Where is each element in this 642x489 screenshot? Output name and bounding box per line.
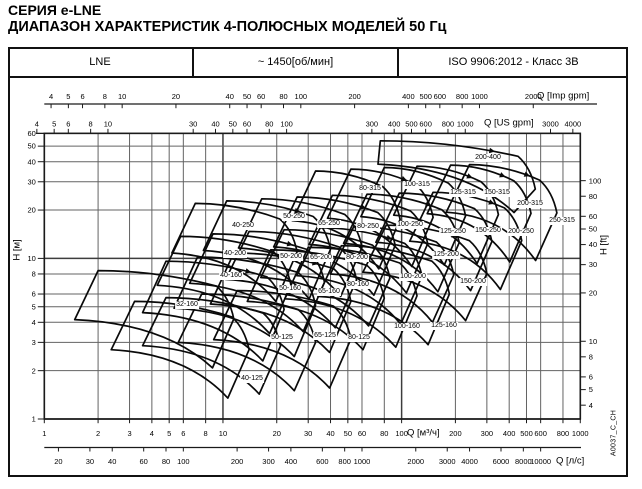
h-m-tick-label: 60 [27, 129, 36, 139]
pump-model-label-50-160: 50-160 [279, 285, 301, 292]
lps-tick-label: 1000 [353, 457, 371, 466]
m3h-tick-label: 10 [218, 429, 228, 438]
imp-gpm-tick-label: 100 [294, 92, 308, 101]
lps-tick-label: 8000 [514, 457, 532, 466]
m3h-tick-label: 5 [167, 429, 172, 438]
h-m-tick-label: 1 [31, 414, 36, 424]
pump-model-label-40-200: 40-200 [224, 250, 246, 257]
spec-cell-speed: ~ 1450[об/мин] [192, 47, 397, 76]
lps-tick-label: 200 [230, 457, 244, 466]
m3h-tick-label: 30 [304, 429, 313, 438]
h-ft-tick-label: 50 [588, 224, 598, 234]
h-ft-tick-label: 5 [588, 385, 593, 395]
drawing-code: A0037_C_CH [610, 409, 618, 457]
pump-model-label-80-200: 80-200 [346, 254, 368, 261]
imp-gpm-tick-label: 500 [419, 92, 432, 101]
h-ft-tick-label: 4 [588, 400, 593, 410]
m3h-tick-label: 1000 [571, 429, 589, 438]
imp-gpm-tick-label: 800 [455, 92, 469, 101]
imp-gpm-tick-label: 2000 [524, 92, 542, 101]
h-m-tick-label: 50 [27, 141, 36, 151]
us-gpm-tick-label: 60 [242, 119, 252, 129]
imp-gpm-tick-label: 8 [102, 92, 107, 101]
lps-tick-label: 2000 [407, 457, 425, 466]
imp-gpm-tick-label: 80 [279, 92, 288, 101]
m3h-tick-label: 2 [95, 429, 101, 438]
axis-unit-imp-gpm: Q [Imp gpm] [537, 90, 590, 102]
pump-model-label-100-315: 100-315 [404, 181, 430, 188]
us-gpm-tick-label: 800 [441, 119, 455, 129]
h-ft-tick-label: 8 [588, 352, 593, 362]
pump-model-label-100-250: 100-250 [397, 221, 423, 228]
axis-unit-h-ft: H [ft] [598, 234, 610, 256]
h-ft-tick-label: 100 [588, 176, 602, 186]
pump-model-label-125-160: 125-160 [431, 322, 457, 329]
axis-unit-lps: Q [л/с] [556, 455, 585, 467]
us-gpm-tick-label: 80 [265, 119, 274, 129]
us-gpm-tick-label: 50 [228, 119, 237, 129]
h-m-tick-label: 30 [27, 177, 36, 187]
pump-model-label-80-315: 80-315 [359, 185, 381, 192]
m3h-tick-label: 800 [556, 429, 570, 438]
m3h-tick-label: 4 [149, 429, 154, 438]
m3h-tick-label: 20 [272, 429, 281, 438]
pump-model-label-200-315: 200-315 [517, 200, 543, 207]
us-gpm-tick-label: 40 [211, 119, 220, 129]
axis-unit-h-m: H [м] [11, 239, 23, 261]
lps-tick-label: 6000 [492, 457, 510, 466]
pump-model-label-150-200: 150-200 [460, 278, 486, 285]
flow-direction-marker [499, 172, 506, 179]
h-m-tick-label: 2 [31, 366, 36, 376]
m3h-tick-label: 80 [380, 429, 389, 438]
m3h-tick-label: 40 [326, 429, 335, 438]
pump-envelope-65-200 [226, 232, 357, 328]
m3h-tick-label: 1 [42, 429, 47, 438]
h-m-tick-label: 40 [27, 157, 36, 167]
m3h-tick-label: 3 [127, 429, 132, 438]
us-gpm-tick-label: 400 [387, 119, 401, 129]
m3h-tick-label: 600 [534, 429, 547, 438]
imp-gpm-tick-label: 200 [348, 92, 361, 101]
us-gpm-tick-label: 100 [280, 119, 293, 129]
pump-model-label-250-315: 250-315 [549, 217, 575, 224]
page-title: СЕРИЯ e-LNE [8, 2, 102, 18]
lps-tick-label: 30 [85, 457, 95, 466]
pump-model-label-50-125: 50-125 [271, 334, 293, 341]
pump-model-label-50-250: 50-250 [283, 213, 305, 220]
imp-gpm-tick-label: 5 [66, 92, 71, 101]
h-m-tick-label: 8 [31, 269, 36, 279]
m3h-tick-label: 50 [343, 429, 353, 438]
lps-tick-label: 3000 [438, 457, 456, 466]
lps-tick-label: 4000 [461, 457, 478, 466]
lps-tick-label: 600 [316, 457, 329, 466]
pump-model-label-40-160: 40-160 [220, 272, 242, 279]
pump-model-label-125-200: 125-200 [433, 251, 459, 258]
h-m-tick-label: 3 [31, 337, 36, 347]
lps-tick-label: 100 [177, 457, 190, 466]
imp-gpm-tick-label: 1000 [471, 92, 488, 101]
h-m-tick-label: 5 [31, 302, 36, 312]
pump-model-label-150-315: 150-315 [484, 189, 510, 196]
us-gpm-tick-label: 5 [52, 119, 57, 129]
pump-model-label-32-160: 32-160 [176, 301, 198, 308]
us-gpm-tick-label: 30 [189, 119, 198, 129]
pump-model-label-50-200: 50-200 [280, 253, 302, 260]
h-ft-tick-label: 60 [588, 211, 598, 221]
pump-model-label-80-125: 80-125 [348, 334, 370, 341]
h-ft-tick-label: 10 [588, 336, 598, 346]
lps-tick-label: 20 [54, 457, 63, 466]
spec-cell-series: LNE [89, 55, 111, 68]
m3h-tick-label: 300 [480, 429, 494, 438]
lps-tick-label: 400 [284, 457, 298, 466]
us-gpm-tick-label: 3000 [542, 119, 559, 129]
imp-gpm-tick-label: 6 [80, 92, 85, 101]
pump-model-label-125-315: 125-315 [450, 189, 476, 196]
lps-tick-label: 60 [139, 457, 148, 466]
pump-model-label-80-250: 80-250 [357, 223, 379, 230]
h-m-tick-label: 4 [31, 317, 36, 327]
m3h-tick-label: 60 [357, 429, 367, 438]
imp-gpm-tick-label: 600 [433, 92, 447, 101]
imp-gpm-tick-label: 40 [225, 92, 234, 101]
pump-model-label-100-160: 100-160 [394, 323, 420, 330]
us-gpm-tick-label: 4000 [564, 119, 582, 129]
imp-gpm-tick-label: 60 [257, 92, 266, 101]
pump-model-label-125-250: 125-250 [440, 228, 466, 235]
axis-unit-us-gpm: Q [US gpm] [484, 117, 534, 129]
pump-model-label-150-250: 150-250 [475, 227, 501, 234]
m3h-tick-label: 400 [502, 429, 516, 438]
imp-gpm-tick-label: 4 [48, 92, 54, 101]
spec-cell-standard: ISO 9906:2012 - Класс 3В [397, 47, 628, 76]
pump-model-label-40-125: 40-125 [241, 375, 263, 382]
us-gpm-tick-label: 6 [66, 119, 71, 129]
h-ft-tick-label: 40 [588, 240, 598, 250]
us-gpm-tick-label: 10 [103, 119, 113, 129]
m3h-tick-label: 200 [449, 429, 462, 438]
page-subtitle: ДИАПАЗОН ХАРАКТЕРИСТИК 4-ПОЛЮСНЫХ МОДЕЛЕЙ 50 Гц [8, 19, 447, 35]
m3h-tick-label: 500 [520, 429, 533, 438]
h-m-tick-label: 10 [27, 254, 36, 263]
pump-model-label-40-250: 40-250 [232, 222, 254, 229]
h-ft-tick-label: 6 [588, 372, 593, 382]
pump-model-label-65-200: 65-200 [310, 254, 332, 261]
us-gpm-tick-label: 600 [419, 119, 432, 129]
m3h-tick-label: 8 [203, 429, 208, 438]
imp-gpm-tick-label: 400 [402, 92, 415, 101]
h-ft-tick-label: 80 [588, 191, 598, 201]
imp-gpm-tick-label: 10 [117, 92, 127, 101]
lps-tick-label: 800 [338, 457, 351, 466]
us-gpm-tick-label: 8 [88, 119, 93, 129]
flow-direction-marker [466, 173, 473, 180]
h-m-tick-label: 20 [27, 205, 36, 215]
us-gpm-tick-label: 4 [34, 119, 39, 129]
pump-model-label-80-160: 80-160 [347, 281, 369, 288]
pump-model-label-65-160: 65-160 [318, 288, 340, 295]
pump-model-label-65-125: 65-125 [314, 332, 336, 339]
pump-model-label-200-400: 200-400 [475, 154, 501, 161]
pump-model-label-65-250: 65-250 [318, 220, 340, 227]
lps-tick-label: 300 [262, 457, 275, 466]
h-ft-tick-label: 30 [588, 260, 598, 270]
axis-unit-m3h: Q [м³/ч] [407, 427, 440, 439]
h-m-tick-label: 6 [31, 289, 36, 299]
lps-tick-label: 80 [161, 457, 171, 466]
pump-model-label-100-200: 100-200 [400, 273, 426, 280]
us-gpm-tick-label: 300 [365, 119, 379, 129]
lps-tick-label: 40 [108, 457, 117, 466]
pump-model-label-200-250: 200-250 [508, 228, 534, 235]
us-gpm-tick-label: 1000 [456, 119, 474, 129]
imp-gpm-tick-label: 50 [242, 92, 252, 101]
us-gpm-tick-label: 500 [405, 119, 418, 129]
imp-gpm-tick-label: 20 [171, 92, 181, 101]
h-ft-tick-label: 20 [588, 288, 598, 298]
m3h-tick-label: 100 [395, 429, 408, 438]
lps-tick-label: 10000 [530, 457, 552, 466]
m3h-tick-label: 6 [181, 429, 186, 438]
